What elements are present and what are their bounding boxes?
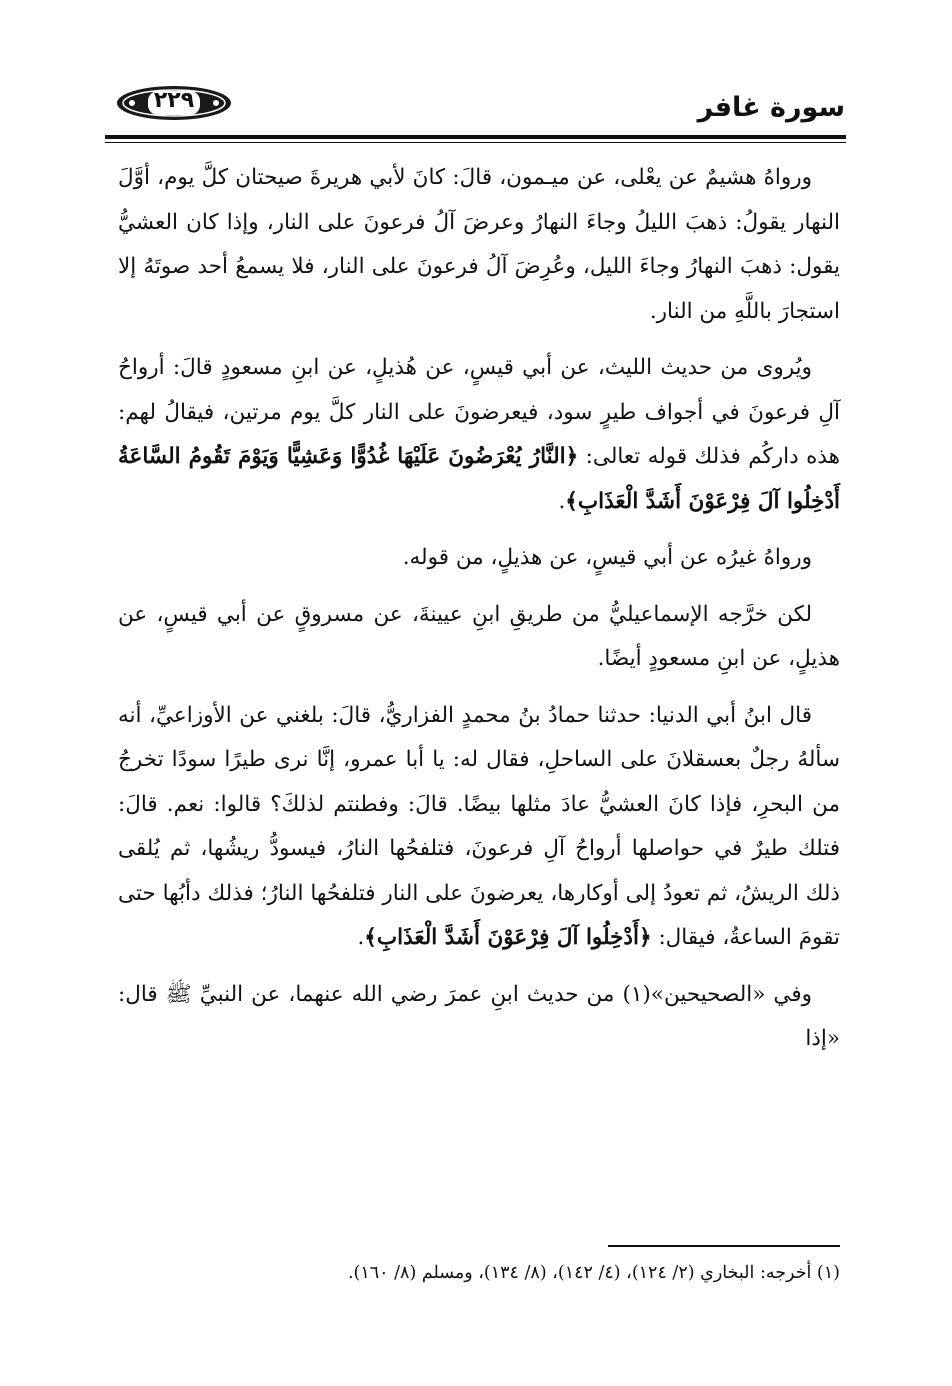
paragraph-1: ورواهُ هشيمٌ عن يعْلى، عن ميـمون، قالَ: كانَ لأبي هريرةَ صيحتان كلَّ يوم، أوَّلَ النهار يقولُ: ذهبَ الليلُ وجاءَ النهارُ وعرضَ آلُ فرعونَ على النار، وإذا كان العشيُّ يقول: ذهبَ النهارُ وجاءَ الليل، وعُرِضَ آلُ فرعونَ على النار، فلا يسمعُ أحد صوتَهُ إلا استجارَ باللَّهِ من النار. [118,165,840,324]
paragraph-3: ورواهُ غيرُه عن أبي قيسٍ، عن هذيلٍ، من قوله. [402,545,812,570]
paragraph-6: وفي «الصحيحين»(١) من حديث ابنِ عمرَ رضي الله عنهما، عن النبيِّ ﷺ قال: «إذا [118,981,840,1051]
header-rule-thick [105,135,846,139]
paragraph-5 [118,694,840,961]
quran-verse: ﴿النَّارُ يُعْرَضُونَ عَلَيْهَا غُدُوًّا وَعَشِيًّا وَيَوْمَ تَقُومُ السَّاعَةُ أَدْخِلُوا آلَ فِرْعَوْنَ أَشَدَّ الْعَذَابِ﴾ [118,444,840,514]
main-text [118,156,840,1074]
paragraph-2 [118,346,840,524]
paragraph-2-end: . [558,488,566,514]
paragraph-5-end: . [357,925,365,950]
footnote-rule [608,1245,840,1247]
page-number: ٢٢٩ [153,88,195,113]
paragraph-2-text: ويُروى من حديث الليث، عن أبي قيسٍ، عن هُذيلٍ، عن ابنِ مسعودٍ قالَ: أرواحُ آلِ فرعونَ في أجواف طيرٍ سود، فيعرضونَ على النار كلَّ يوم مرتين، فيقالُ لهم: هذه داركُم فذلك قوله تعالى: [118,355,840,469]
page-number-badge [115,84,233,122]
footnote: (١) أخرجه: البخاري (٢/ ١٢٤)، (٤/ ١٤٢)، (٨/ ١٣٤)، ومسلم (٨/ ١٦٠). [347,1263,840,1283]
surah-title: سورة غافر [697,92,845,123]
paragraph-5-text: قال ابنُ أبي الدنيا: حدثنا حمادُ بنُ محمدٍ الفزاريُّ، قالَ: بلغني عن الأوزاعيِّ، أنه سألهُ رجلٌ بعسقلانَ على الساحلِ، فقال له: يا أبا عمرو، إنَّا نرى طيرًا سودًا تخرجُ من البحرِ، فإذا كانَ العشيُّ عادَ مثلها بيضًا. قالَ: وفطنتم لذلكَ؟ قالوا: نعم. قالَ: فتلك طيرٌ في حواصلها أرواحُ آلِ فرعونَ، فتلفحُها النارُ، فيسودُّ ريشُها، ثم يُلقى ذلك الريشُ، ثم تعودُ إلى أوكارها، يعرضونَ على النار فتلفحُها النارُ؛ فذلك دأبُها حتى تقومَ الساعةُ، فيقال: [118,702,841,950]
quran-verse: ﴿أَدْخِلُوا آلَ فِرْعَوْنَ أَشَدَّ الْعَذَابِ﴾ [364,925,652,950]
paragraph-4: لكن خرَّجه الإسماعيليُّ من طريقِ ابنِ عيينةَ، عن مسروقٍ عن أبي قيسٍ، عن هذيلٍ، عن ابنِ مسعودٍ أيضًا. [118,601,840,671]
header-rule-thin [105,142,846,143]
